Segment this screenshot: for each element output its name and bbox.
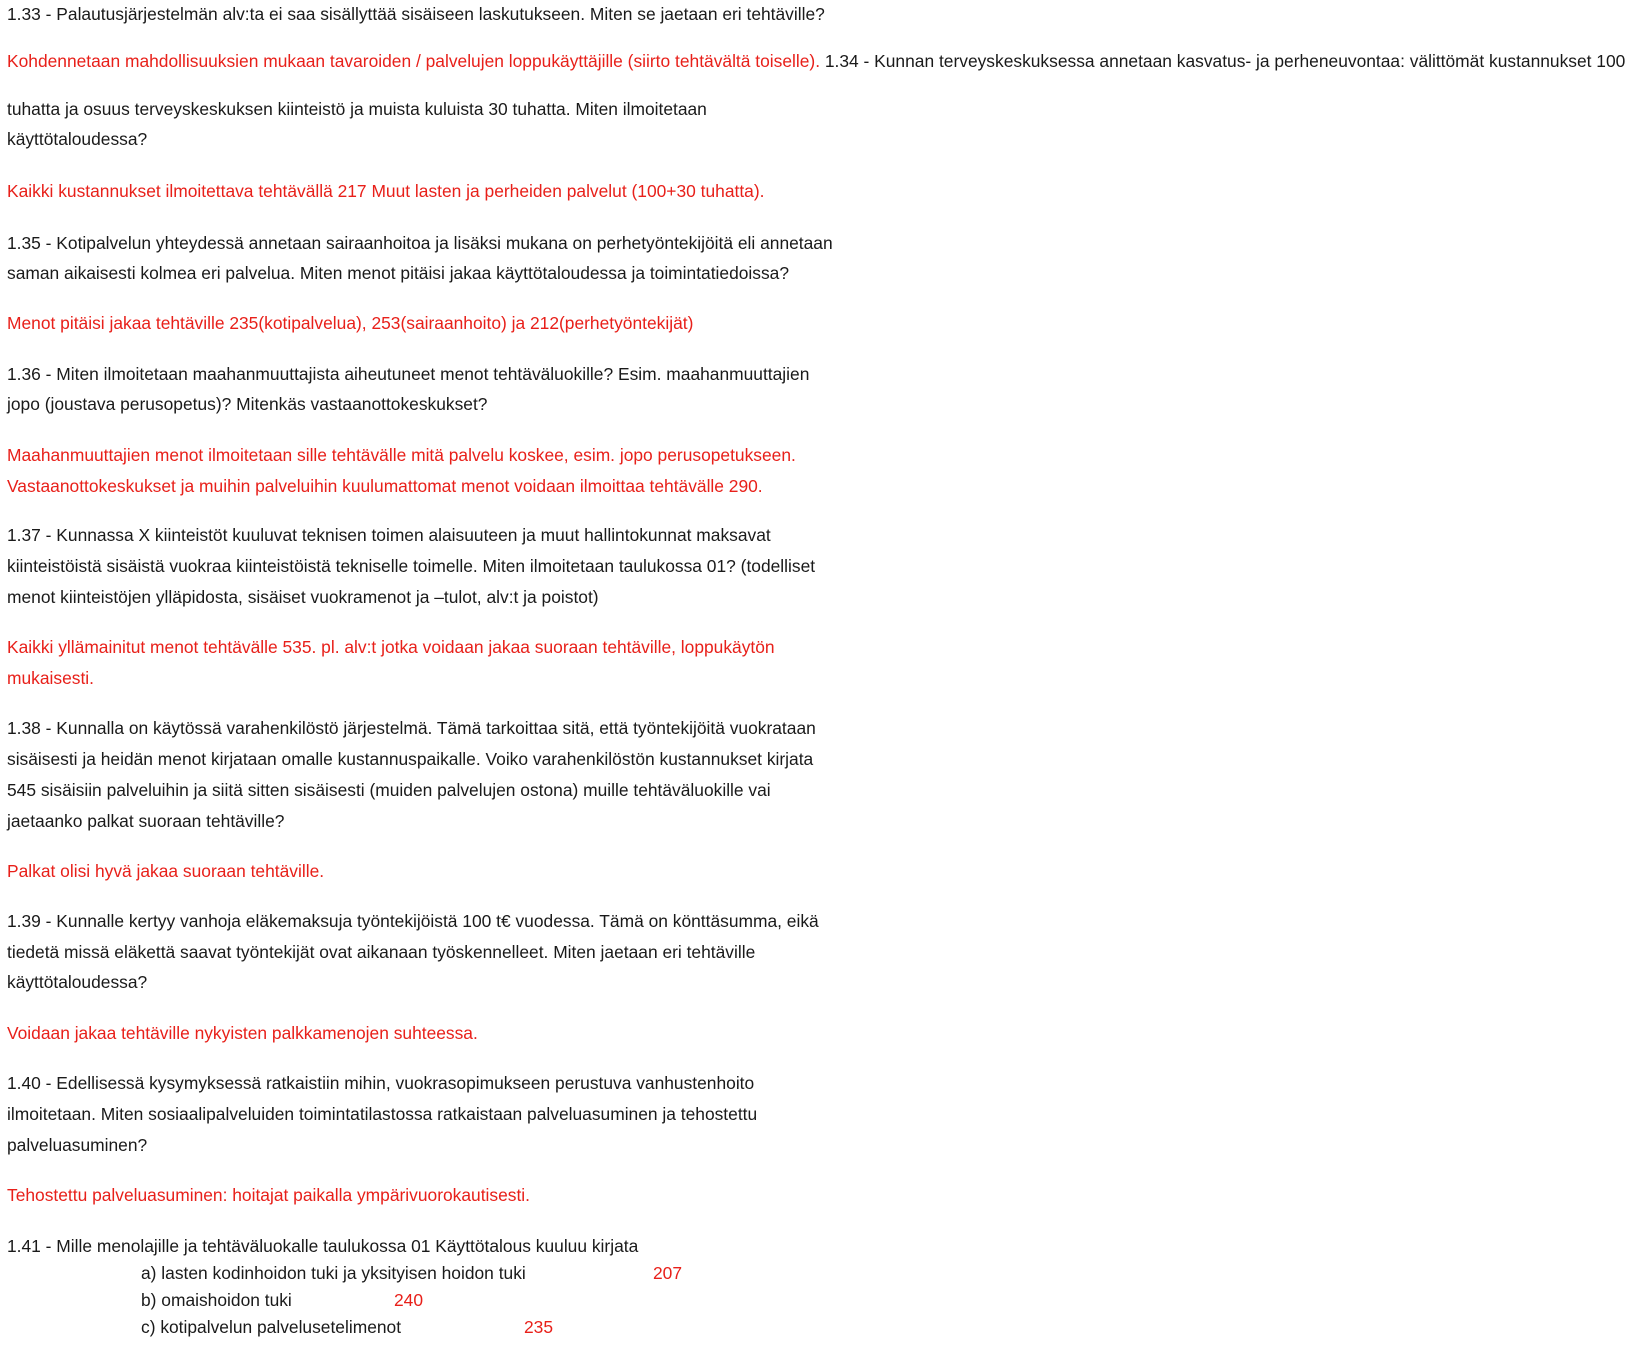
- question-1-36-line-1: 1.36 - Miten ilmoitetaan maahanmuuttajista aiheutuneet menot tehtäväluokille? Esim. maahanmuuttajien: [7, 364, 810, 384]
- question-1-35-line-1: 1.35 - Kotipalvelun yhteydessä annetaan sairaanhoitoa ja lisäksi mukana on perhetyöntekijöitä eli annetaan: [7, 233, 833, 253]
- answer-1-39: Voidaan jakaa tehtäville nykyisten palkkamenojen suhteessa.: [7, 1023, 478, 1043]
- question-1-40-line-1: 1.40 - Edellisessä kysymyksessä ratkaistiin mihin, vuokrasopimukseen perustuva vanhustenhoito: [7, 1073, 755, 1093]
- answer-1-37-line-1: Kaikki yllämainitut menot tehtävälle 535. pl. alv:t jotka voidaan jakaa suoraan tehtäville, loppukäytön: [7, 637, 775, 657]
- option-c-code: 235: [524, 1317, 554, 1337]
- question-1-39-line-3: käyttötaloudessa?: [7, 972, 148, 992]
- question-1-40-line-3: palveluasuminen?: [7, 1135, 148, 1155]
- question-1-33-line-1: 1.33 - Palautusjärjestelmän alv:ta ei saa sisällyttää sisäiseen laskutukseen. Miten se jaetaan eri tehtäville?: [7, 4, 825, 24]
- answer-1-33: Kohdennetaan mahdollisuuksien mukaan tavaroiden / palvelujen loppukäyttäjille (siirto tehtävältä toiselle).: [7, 51, 821, 71]
- question-1-37-line-3: menot kiinteistöjen ylläpidosta, sisäiset vuokramenot ja –tulot, alv:t ja poistot): [7, 587, 599, 607]
- question-1-34-line-1: 1.34 - Kunnan terveyskeskuksessa annetaan kasvatus- ja perheneuvontaa: välittömät kustannukset 100: [820, 51, 1625, 71]
- question-1-41: 1.41 - Mille menolajille ja tehtäväluokalle taulukossa 01 Käyttötalous kuuluu kirjata: [7, 1236, 639, 1256]
- answer-1-34: Kaikki kustannukset ilmoitettava tehtävällä 217 Muut lasten ja perheiden palvelut (100+30 tuhatta).: [7, 181, 765, 201]
- question-1-34-line-2: tuhatta ja osuus terveyskeskuksen kiinteistö ja muista kuluista 30 tuhatta. Miten ilmoitetaan: [7, 99, 707, 119]
- question-1-37-line-2: kiinteistöistä sisäistä vuokraa kiinteistöistä tekniselle toimelle. Miten ilmoitetaan taulukossa 01? (todelliset: [7, 556, 816, 576]
- question-1-40-line-2: ilmoitetaan. Miten sosiaalipalveluiden toimintatilastossa ratkaistaan palveluasuminen ja tehostettu: [7, 1104, 758, 1124]
- question-1-35-line-2: saman aikaisesti kolmea eri palvelua. Miten menot pitäisi jakaa käyttötaloudessa ja toimintatiedoissa?: [7, 263, 790, 283]
- option-b-code: 240: [394, 1290, 424, 1310]
- question-1-39-line-1: 1.39 - Kunnalle kertyy vanhoja eläkemaksuja työntekijöistä 100 t€ vuodessa. Tämä on könttäsumma, eikä: [7, 911, 819, 931]
- answer-1-37-line-2: mukaisesti.: [7, 668, 94, 688]
- question-1-38-line-1: 1.38 - Kunnalla on käytössä varahenkilöstö järjestelmä. Tämä tarkoittaa sitä, että työntekijöitä vuokrataan: [7, 718, 816, 738]
- question-1-39-line-2: tiedetä missä eläkettä saavat työntekijät ovat aikanaan työskennelleet. Miten jaetaan eri tehtäville: [7, 942, 756, 962]
- answer-1-40: Tehostettu palveluasuminen: hoitajat paikalla ympärivuorokautisesti.: [7, 1185, 530, 1205]
- option-b-label: b) omaishoidon tuki: [141, 1290, 292, 1310]
- question-1-36-line-2: jopo (joustava perusopetus)? Mitenkäs vastaanottokeskukset?: [7, 394, 488, 414]
- answer-1-36-line-2: Vastaanottokeskukset ja muihin palveluihin kuulumattomat menot voidaan ilmoittaa tehtävälle 290.: [7, 476, 763, 496]
- option-a-code: 207: [653, 1263, 683, 1283]
- option-a-label: a) lasten kodinhoidon tuki ja yksityisen hoidon tuki: [141, 1263, 526, 1283]
- question-1-38-line-2: sisäisesti ja heidän menot kirjataan omalle kustannuspaikalle. Voiko varahenkilöstön kustannukset kirjata: [7, 749, 814, 769]
- question-1-38-line-3: 545 sisäisiin palveluihin ja siitä sitten sisäisesti (muiden palvelujen ostona) muille tehtäväluokille vai: [7, 780, 771, 800]
- answer-1-33-and-question-1-34-line: [7, 51, 1625, 71]
- answer-1-35: Menot pitäisi jakaa tehtäville 235(kotipalvelua), 253(sairaanhoito) ja 212(perhetyöntekijät): [7, 313, 694, 333]
- option-c-label: c) kotipalvelun palvelusetelimenot: [141, 1317, 402, 1337]
- answer-1-36-line-1: Maahanmuuttajien menot ilmoitetaan sille tehtävälle mitä palvelu koskee, esim. jopo perusopetukseen.: [7, 445, 796, 465]
- question-1-37-line-1: 1.37 - Kunnassa X kiinteistöt kuuluvat teknisen toimen alaisuuteen ja muut hallintokunnat maksavat: [7, 525, 771, 545]
- question-1-34-line-3: käyttötaloudessa?: [7, 129, 148, 149]
- question-1-38-line-4: jaetaanko palkat suoraan tehtäville?: [7, 811, 285, 831]
- answer-1-38: Palkat olisi hyvä jakaa suoraan tehtäville.: [7, 861, 325, 881]
